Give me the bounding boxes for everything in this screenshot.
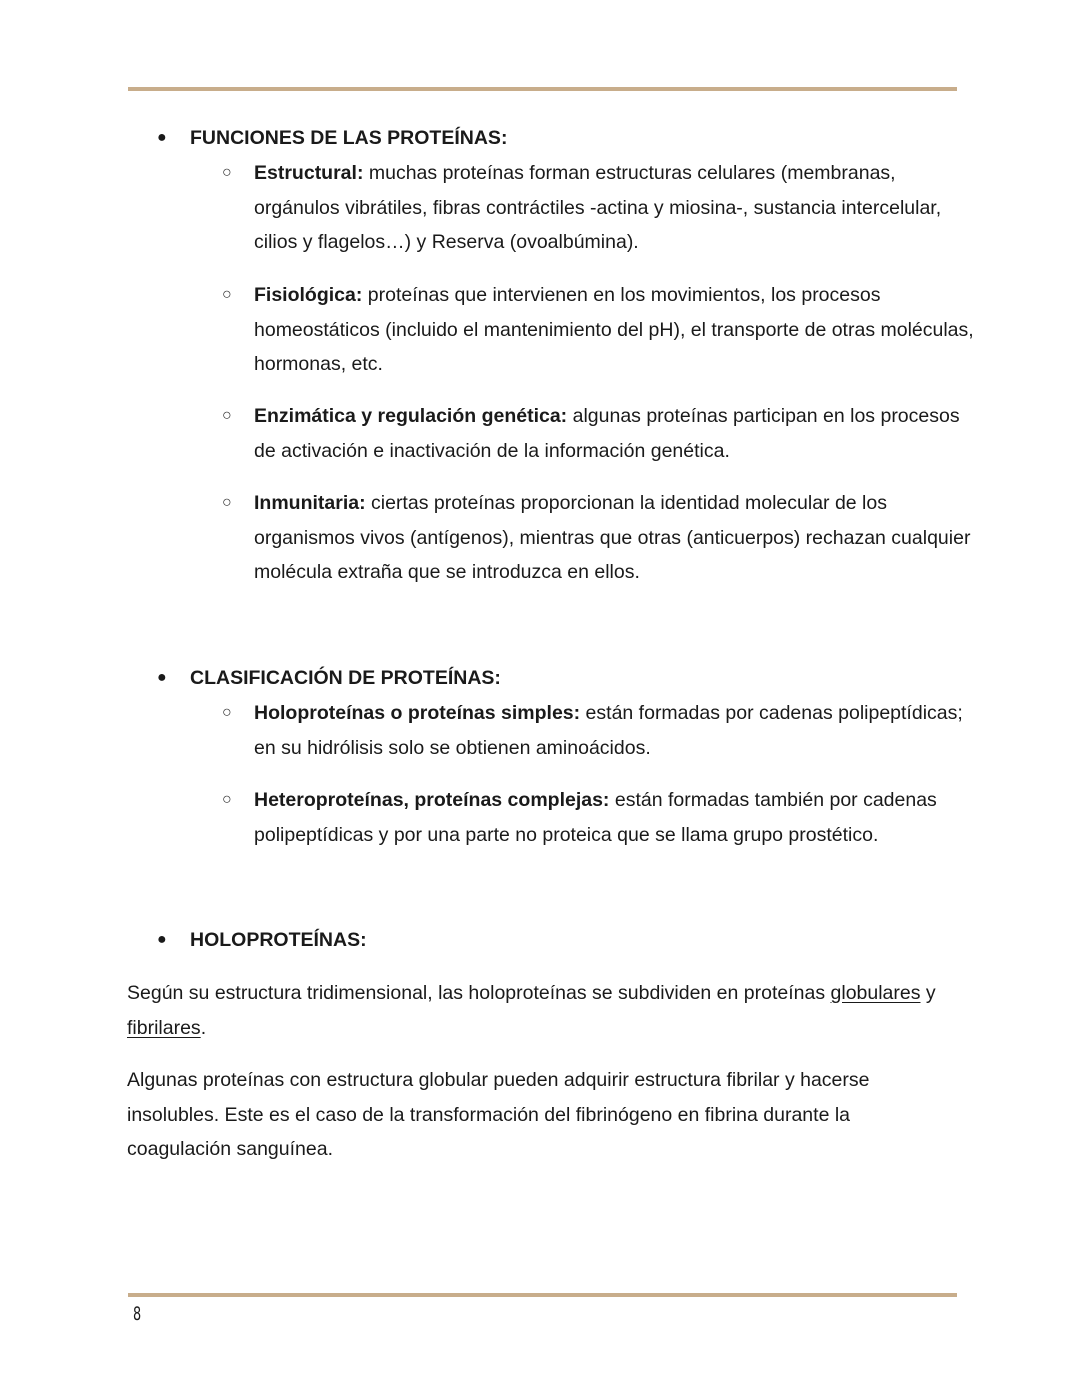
para-text: y <box>920 982 936 1004</box>
sub-bullet: ○ <box>222 164 232 181</box>
list-item-estructural <box>222 156 974 260</box>
bullet-funciones: ● <box>157 129 167 146</box>
footer-rule <box>128 1293 957 1297</box>
section-title-clasificacion: CLASIFICACIÓN DE PROTEÍNAS: <box>190 667 501 689</box>
paragraph-coagulacion: Algunas proteínas con estructura globular pueden adquirir estructura fibrilar y hacerse insolubles. Este es el caso de la transformación del fibrinógeno en fibrina durante la coagulación sanguínea. <box>127 1069 870 1160</box>
page-number: 8 <box>133 1303 141 1325</box>
header-rule <box>128 87 957 91</box>
list-item-heteroproteinas <box>222 783 984 852</box>
para-text: . <box>200 1016 207 1039</box>
item-text: ciertas proteínas proporcionan la identidad molecular de los organismos vivos (antígenos), mientras que otras (anticuerpos) rechazan cualquier molécula extraña que se introduzca en ellos. <box>254 492 971 583</box>
sub-bullet: ○ <box>222 791 232 808</box>
sub-bullet: ○ <box>222 494 232 511</box>
item-term: Estructural: <box>254 162 364 184</box>
item-text: están formadas por cadenas polipeptídicas; en su hidrólisis solo se obtienen aminoácidos. <box>254 702 963 759</box>
list-item-inmunitaria <box>222 486 974 590</box>
bullet-clasificacion: ● <box>157 669 167 686</box>
link-globulares[interactable]: globulares <box>830 982 921 1004</box>
link-fibrilares[interactable]: fibrilares <box>127 1016 201 1039</box>
item-text: están formadas también por cadenas polipeptídicas y por una parte no proteica que se llama grupo prostético. <box>254 789 937 846</box>
sub-bullet: ○ <box>222 704 232 721</box>
list-item-fisiologica <box>222 278 974 382</box>
item-term: Enzimática y regulación genética: <box>254 405 568 427</box>
item-term: Inmunitaria: <box>254 492 366 514</box>
section-title-funciones: FUNCIONES DE LAS PROTEÍNAS: <box>190 127 508 149</box>
list-item-holoproteinas <box>222 696 974 765</box>
item-text: proteínas que intervienen en los movimientos, los procesos homeostáticos (incluido el mantenimiento del pH), el transporte de otras moléculas, hormonas, etc. <box>254 284 974 375</box>
item-text: muchas proteínas forman estructuras celulares (membranas, orgánulos vibrátiles, fibras contráctiles -actina y miosina-, sustancia intercelular, cilios y flagelos…) y Reserva (ovoalbúmina). <box>254 162 942 253</box>
bullet-holoproteinas: ● <box>157 931 167 948</box>
item-text: algunas proteínas participan en los procesos de activación e inactivación de la información genética. <box>254 405 960 462</box>
para-text: Según su estructura tridimensional, las holoproteínas se subdividen en proteínas <box>127 982 831 1004</box>
sub-bullet: ○ <box>222 407 232 424</box>
paragraph-holoproteinas-intro <box>127 976 967 1045</box>
item-term: Fisiológica: <box>254 284 363 306</box>
item-term: Holoproteínas o proteínas simples: <box>254 702 581 724</box>
item-term: Heteroproteínas, proteínas complejas: <box>254 789 610 811</box>
sub-bullet: ○ <box>222 286 232 303</box>
list-item-enzimatica <box>222 399 974 468</box>
section-title-holoproteinas: HOLOPROTEÍNAS: <box>190 929 367 951</box>
